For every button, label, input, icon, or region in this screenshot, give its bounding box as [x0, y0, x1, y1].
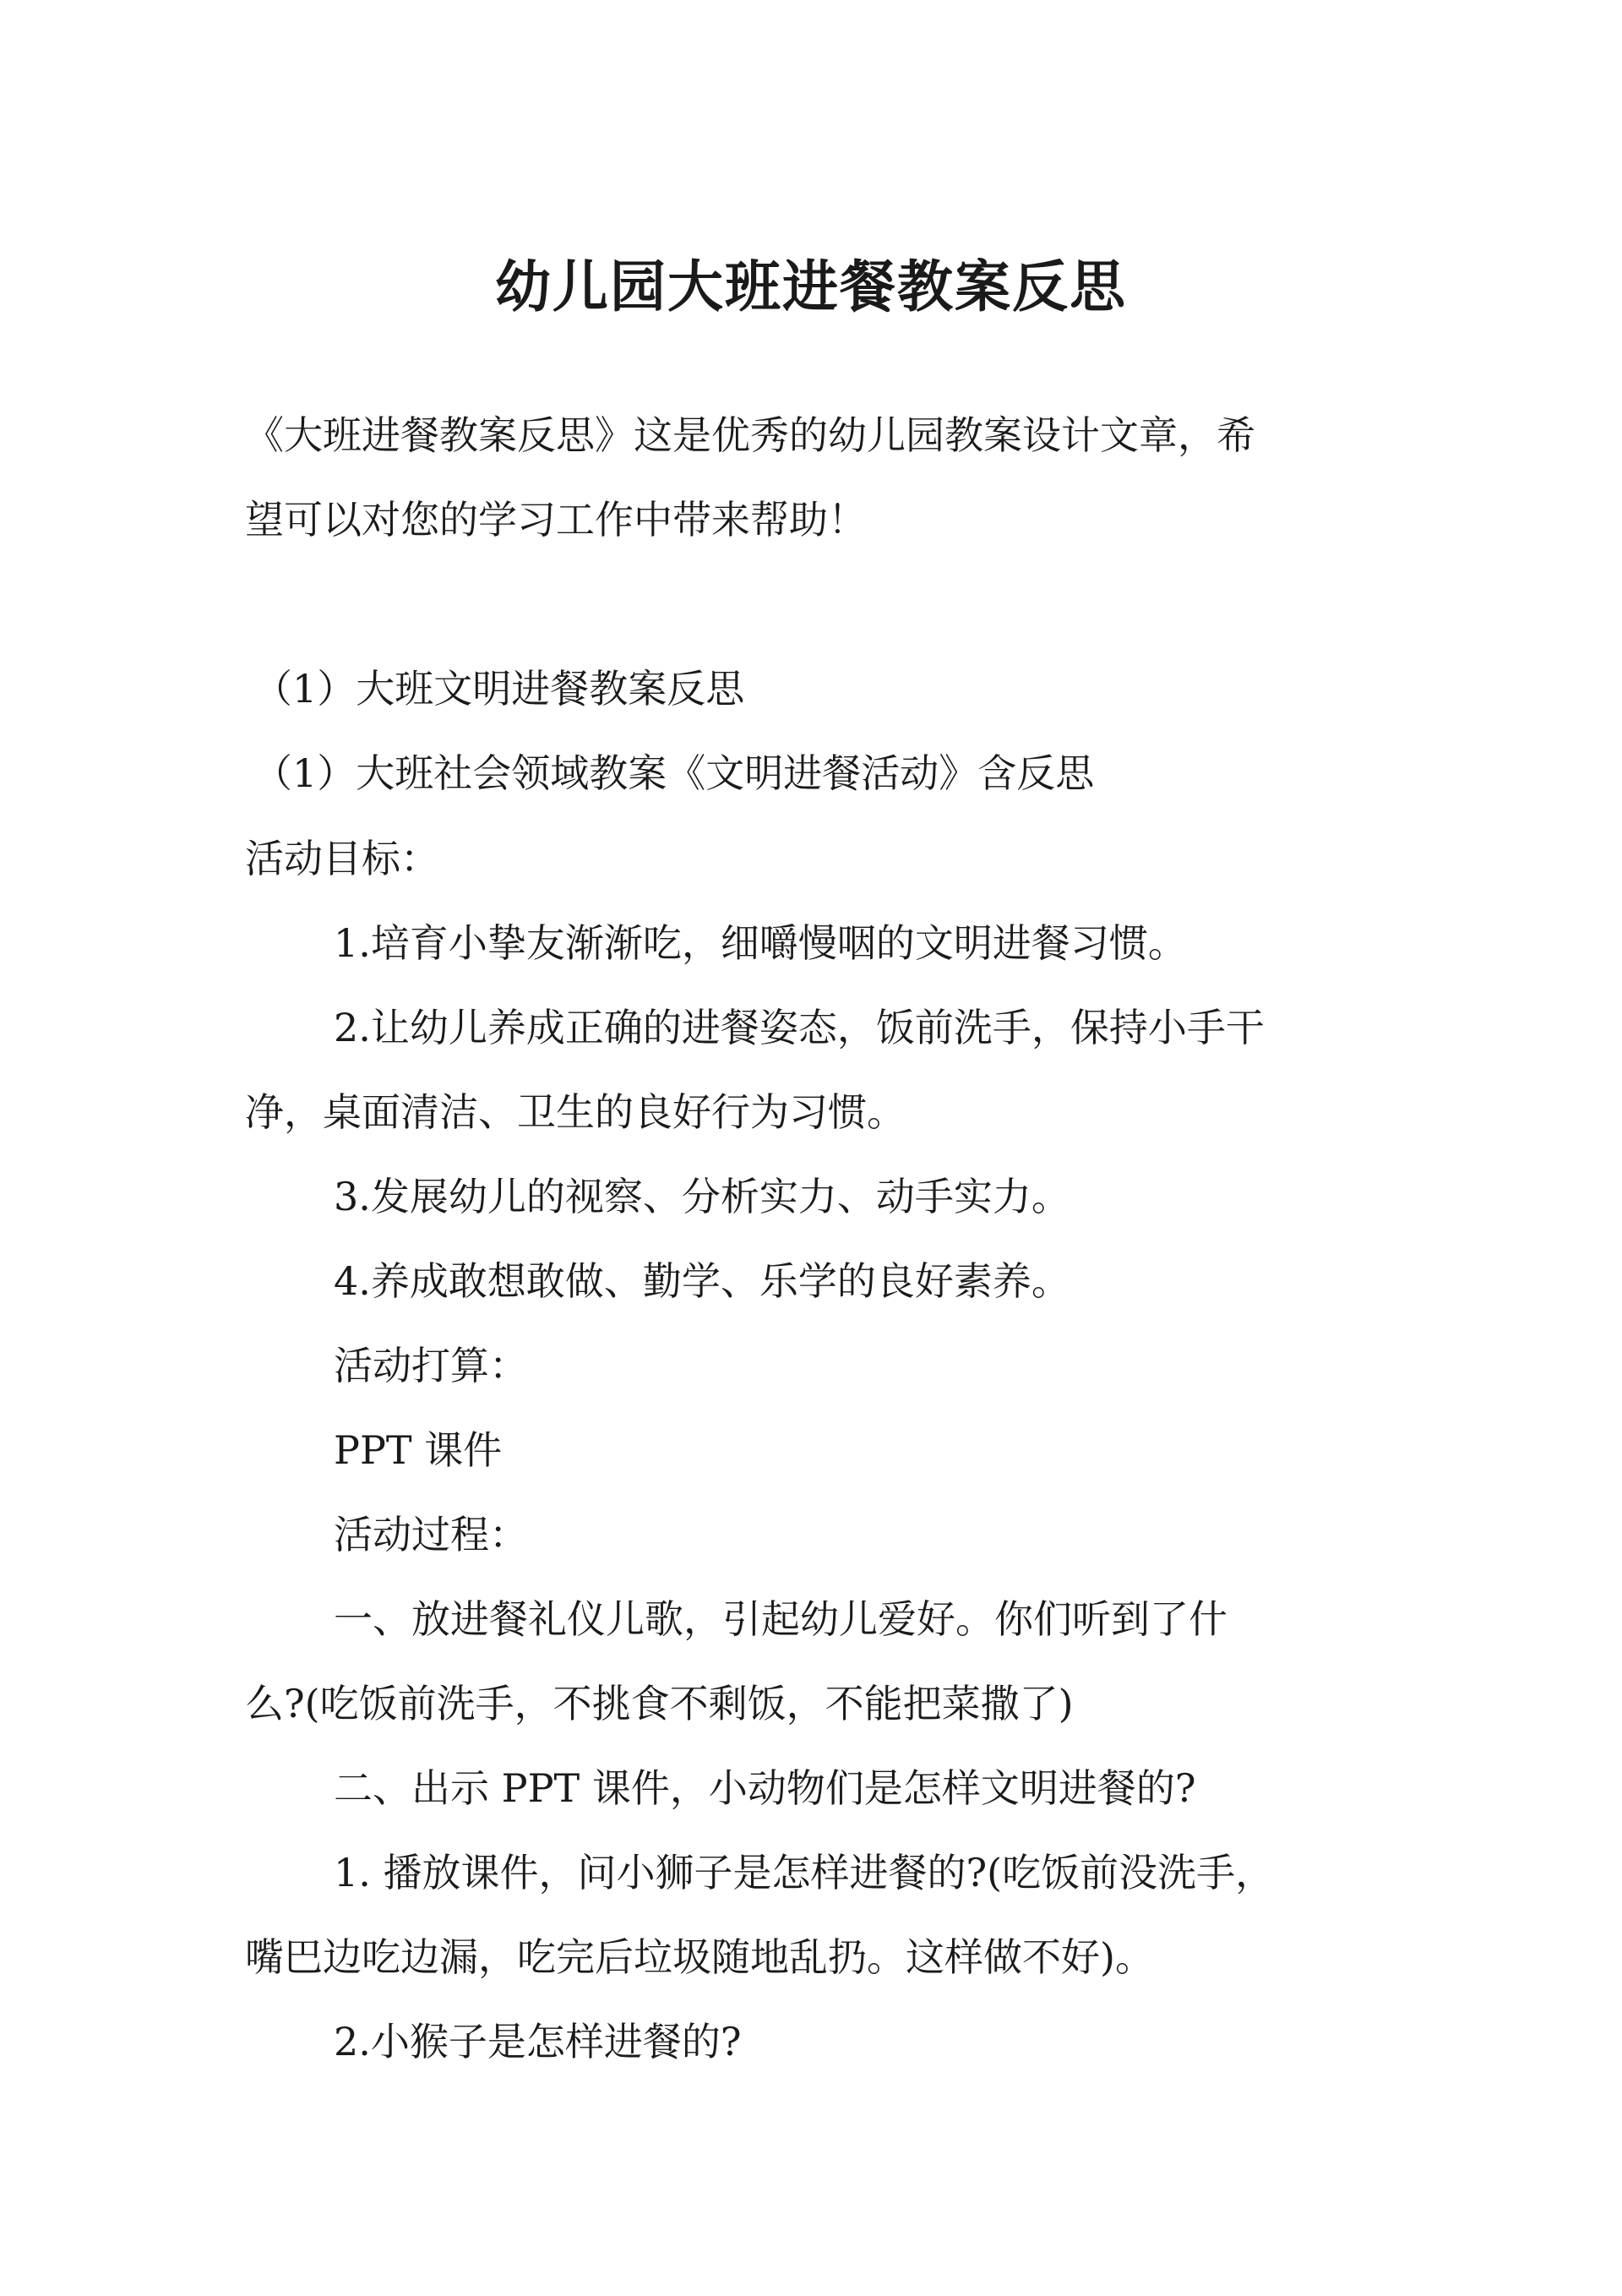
process-substep-1-line-1: 1. 播放课件，问小狮子是怎样进餐的?(吃饭前没洗手，	[334, 1850, 1275, 1895]
process-step-2: 二、出示 PPT 课件，小动物们是怎样文明进餐的?	[334, 1765, 1196, 1811]
goal-1: 1.培育小挚友渐渐吃，细嚼慢咽的文明进餐习惯。	[334, 920, 1187, 966]
goals-label: 活动目标：	[245, 836, 439, 881]
goal-2-line-1: 2.让幼儿养成正确的进餐姿态，饭前洗手，保持小手干	[334, 1005, 1265, 1050]
process-label: 活动过程：	[334, 1512, 528, 1557]
intro-line-1: 《大班进餐教案反思》这是优秀的幼儿园教案设计文章，希	[245, 412, 1255, 458]
section-heading-2: （1）大班社会领域教案《文明进餐活动》含反思	[253, 750, 1095, 796]
process-step-1-line-2: 么?(吃饭前洗手，不挑食不剩饭，不能把菜撒了)	[245, 1681, 1074, 1726]
section-heading-1: （1）大班文明进餐教案反思	[253, 666, 745, 712]
process-substep-2: 2.小猴子是怎样进餐的?	[334, 2019, 742, 2064]
intro-line-2: 望可以对您的学习工作中带来帮助！	[245, 497, 867, 543]
process-substep-1-line-2: 嘴巴边吃边漏，吃完后垃圾随地乱扔。这样做不好)。	[245, 1934, 1154, 1980]
document-title: 幼儿园大班进餐教案反思	[495, 254, 1127, 319]
goal-3: 3.发展幼儿的视察、分析实力、动手实力。	[334, 1174, 1070, 1219]
process-step-1-line-1: 一、放进餐礼仪儿歌，引起幼儿爱好。你们听到了什	[334, 1596, 1227, 1642]
goal-2-line-2: 净，桌面清洁、卫生的良好行为习惯。	[245, 1089, 906, 1135]
goal-4: 4.养成敢想敢做、勤学、乐学的良好素养。	[334, 1258, 1070, 1304]
preparation-label: 活动打算：	[334, 1343, 528, 1388]
preparation-item: PPT 课件	[334, 1427, 503, 1473]
